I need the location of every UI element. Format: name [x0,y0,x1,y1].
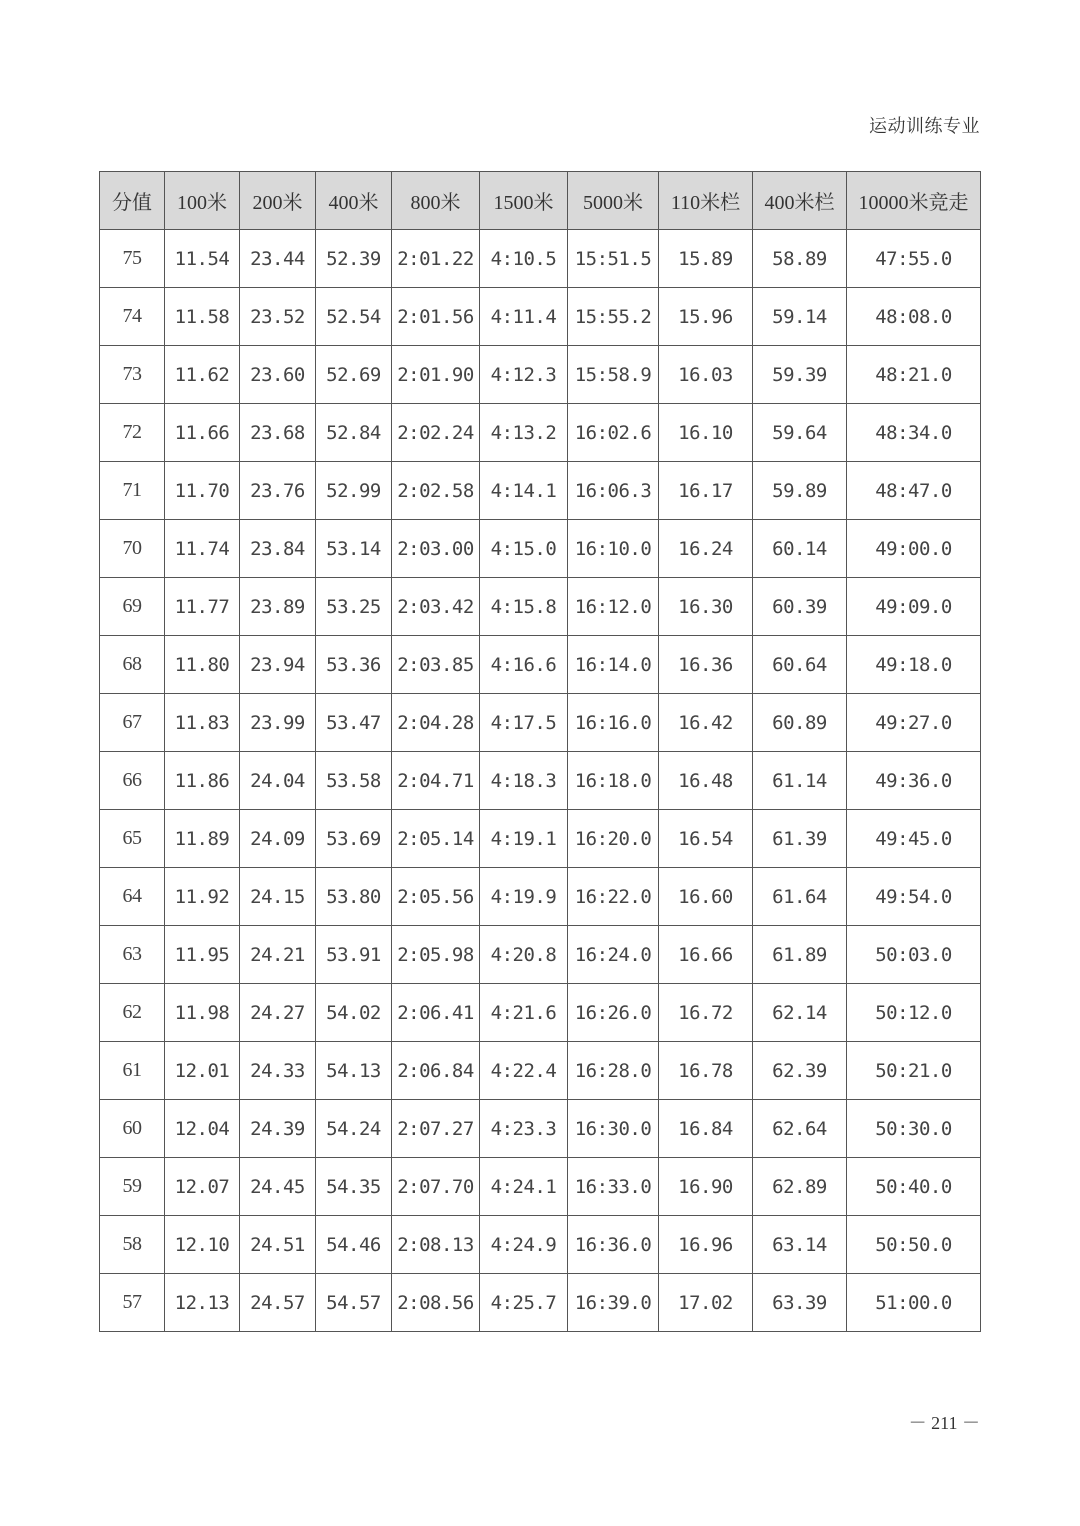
time-cell: 52.99 [316,462,392,520]
time-cell: 2:03.42 [392,578,480,636]
time-cell: 12.13 [165,1274,240,1332]
time-cell: 61.64 [753,868,847,926]
time-cell: 11.98 [165,984,240,1042]
time-cell: 23.44 [240,230,316,288]
time-cell: 53.80 [316,868,392,926]
time-cell: 16.72 [659,984,753,1042]
time-cell: 16:02.6 [568,404,659,462]
time-cell: 23.84 [240,520,316,578]
time-cell: 53.91 [316,926,392,984]
time-cell: 54.57 [316,1274,392,1332]
time-cell: 16.84 [659,1100,753,1158]
time-cell: 16.54 [659,810,753,868]
time-cell: 11.89 [165,810,240,868]
time-cell: 4:18.3 [480,752,568,810]
time-cell: 2:06.84 [392,1042,480,1100]
time-cell: 4:24.9 [480,1216,568,1274]
time-cell: 2:05.56 [392,868,480,926]
time-cell: 62.64 [753,1100,847,1158]
time-cell: 53.36 [316,636,392,694]
score-cell: 74 [100,288,165,346]
time-cell: 2:02.58 [392,462,480,520]
time-cell: 2:06.41 [392,984,480,1042]
time-cell: 4:14.1 [480,462,568,520]
score-cell: 67 [100,694,165,752]
time-cell: 2:08.13 [392,1216,480,1274]
time-cell: 2:05.14 [392,810,480,868]
time-cell: 24.45 [240,1158,316,1216]
time-cell: 52.84 [316,404,392,462]
time-cell: 16:22.0 [568,868,659,926]
time-cell: 53.58 [316,752,392,810]
time-cell: 16:28.0 [568,1042,659,1100]
score-cell: 62 [100,984,165,1042]
column-header-1500m: 1500米 [480,172,568,230]
time-cell: 4:16.6 [480,636,568,694]
time-cell: 54.46 [316,1216,392,1274]
time-cell: 2:03.85 [392,636,480,694]
time-cell: 2:04.71 [392,752,480,810]
time-cell: 62.14 [753,984,847,1042]
time-cell: 53.69 [316,810,392,868]
time-cell: 16.96 [659,1216,753,1274]
time-cell: 52.69 [316,346,392,404]
time-cell: 16:10.0 [568,520,659,578]
time-cell: 4:19.1 [480,810,568,868]
time-cell: 2:08.56 [392,1274,480,1332]
time-cell: 16.78 [659,1042,753,1100]
table-row [100,578,981,636]
time-cell: 15:55.2 [568,288,659,346]
time-cell: 60.89 [753,694,847,752]
time-cell: 4:10.5 [480,230,568,288]
time-cell: 63.39 [753,1274,847,1332]
time-cell: 11.86 [165,752,240,810]
time-cell: 15:51.5 [568,230,659,288]
time-cell: 61.89 [753,926,847,984]
table-header-row [100,172,981,230]
time-cell: 24.15 [240,868,316,926]
score-cell: 64 [100,868,165,926]
time-cell: 52.54 [316,288,392,346]
score-cell: 70 [100,520,165,578]
time-cell: 48:08.0 [847,288,981,346]
time-cell: 54.13 [316,1042,392,1100]
time-cell: 2:07.70 [392,1158,480,1216]
time-cell: 11.54 [165,230,240,288]
time-cell: 49:00.0 [847,520,981,578]
time-cell: 52.39 [316,230,392,288]
score-cell: 69 [100,578,165,636]
time-cell: 16:12.0 [568,578,659,636]
table-row [100,1100,981,1158]
table-row [100,1042,981,1100]
time-cell: 2:03.00 [392,520,480,578]
time-cell: 16.03 [659,346,753,404]
time-cell: 4:22.4 [480,1042,568,1100]
score-cell: 58 [100,1216,165,1274]
column-header-10000m-walk: 10000米竞走 [847,172,981,230]
table-body [100,230,981,1332]
time-cell: 50:50.0 [847,1216,981,1274]
time-cell: 59.89 [753,462,847,520]
time-cell: 50:03.0 [847,926,981,984]
table-row [100,1274,981,1332]
time-cell: 50:30.0 [847,1100,981,1158]
time-cell: 58.89 [753,230,847,288]
time-cell: 16:33.0 [568,1158,659,1216]
table-row [100,230,981,288]
time-cell: 24.57 [240,1274,316,1332]
time-cell: 16:24.0 [568,926,659,984]
time-cell: 54.35 [316,1158,392,1216]
time-cell: 4:23.3 [480,1100,568,1158]
time-cell: 49:45.0 [847,810,981,868]
time-cell: 4:12.3 [480,346,568,404]
time-cell: 4:15.0 [480,520,568,578]
time-cell: 2:01.90 [392,346,480,404]
time-cell: 16.48 [659,752,753,810]
table-row [100,404,981,462]
time-cell: 16:20.0 [568,810,659,868]
score-cell: 73 [100,346,165,404]
page-number: － 211 － [908,1413,980,1433]
column-header-800m: 800米 [392,172,480,230]
time-cell: 50:12.0 [847,984,981,1042]
time-cell: 16.90 [659,1158,753,1216]
time-cell: 23.94 [240,636,316,694]
time-cell: 4:11.4 [480,288,568,346]
time-cell: 15:58.9 [568,346,659,404]
table-row [100,1158,981,1216]
time-cell: 11.95 [165,926,240,984]
time-cell: 49:18.0 [847,636,981,694]
table-row [100,810,981,868]
time-cell: 53.47 [316,694,392,752]
time-cell: 12.01 [165,1042,240,1100]
score-table [99,171,981,1332]
time-cell: 47:55.0 [847,230,981,288]
time-cell: 16:14.0 [568,636,659,694]
time-cell: 2:07.27 [392,1100,480,1158]
time-cell: 16.24 [659,520,753,578]
time-cell: 48:21.0 [847,346,981,404]
time-cell: 15.96 [659,288,753,346]
time-cell: 23.99 [240,694,316,752]
table-row [100,288,981,346]
time-cell: 49:09.0 [847,578,981,636]
time-cell: 4:15.8 [480,578,568,636]
time-cell: 23.76 [240,462,316,520]
time-cell: 49:27.0 [847,694,981,752]
time-cell: 16.10 [659,404,753,462]
time-cell: 24.33 [240,1042,316,1100]
time-cell: 16.30 [659,578,753,636]
time-cell: 4:20.8 [480,926,568,984]
score-cell: 72 [100,404,165,462]
time-cell: 16.36 [659,636,753,694]
column-header-200m: 200米 [240,172,316,230]
time-cell: 2:04.28 [392,694,480,752]
time-cell: 59.64 [753,404,847,462]
score-cell: 68 [100,636,165,694]
table-row [100,1216,981,1274]
table-row [100,752,981,810]
column-header-110m-hurdles: 110米栏 [659,172,753,230]
time-cell: 11.92 [165,868,240,926]
column-header-100m: 100米 [165,172,240,230]
time-cell: 11.74 [165,520,240,578]
time-cell: 23.52 [240,288,316,346]
time-cell: 62.39 [753,1042,847,1100]
table-row [100,694,981,752]
time-cell: 60.14 [753,520,847,578]
table-row [100,462,981,520]
time-cell: 11.62 [165,346,240,404]
time-cell: 24.09 [240,810,316,868]
time-cell: 11.77 [165,578,240,636]
time-cell: 16:26.0 [568,984,659,1042]
time-cell: 50:21.0 [847,1042,981,1100]
time-cell: 48:34.0 [847,404,981,462]
time-cell: 16.17 [659,462,753,520]
table-row [100,868,981,926]
time-cell: 16.66 [659,926,753,984]
time-cell: 16:06.3 [568,462,659,520]
time-cell: 17.02 [659,1274,753,1332]
time-cell: 16:18.0 [568,752,659,810]
score-cell: 71 [100,462,165,520]
score-cell: 57 [100,1274,165,1332]
time-cell: 62.89 [753,1158,847,1216]
time-cell: 15.89 [659,230,753,288]
time-cell: 2:01.22 [392,230,480,288]
time-cell: 49:54.0 [847,868,981,926]
time-cell: 24.27 [240,984,316,1042]
table-row [100,346,981,404]
table-row [100,520,981,578]
time-cell: 50:40.0 [847,1158,981,1216]
time-cell: 2:01.56 [392,288,480,346]
time-cell: 61.39 [753,810,847,868]
time-cell: 16:16.0 [568,694,659,752]
time-cell: 24.21 [240,926,316,984]
table-row [100,984,981,1042]
time-cell: 11.80 [165,636,240,694]
time-cell: 16.60 [659,868,753,926]
score-cell: 75 [100,230,165,288]
column-header-400m-hurdles: 400米栏 [753,172,847,230]
time-cell: 24.04 [240,752,316,810]
time-cell: 2:05.98 [392,926,480,984]
time-cell: 24.51 [240,1216,316,1274]
time-cell: 16:39.0 [568,1274,659,1332]
score-cell: 65 [100,810,165,868]
time-cell: 59.14 [753,288,847,346]
time-cell: 63.14 [753,1216,847,1274]
score-cell: 61 [100,1042,165,1100]
time-cell: 49:36.0 [847,752,981,810]
time-cell: 11.66 [165,404,240,462]
time-cell: 48:47.0 [847,462,981,520]
time-cell: 59.39 [753,346,847,404]
running-header: 运动训练专业 [869,116,980,137]
table-row [100,926,981,984]
score-cell: 63 [100,926,165,984]
time-cell: 16:30.0 [568,1100,659,1158]
time-cell: 4:13.2 [480,404,568,462]
time-cell: 11.70 [165,462,240,520]
table-row [100,636,981,694]
time-cell: 11.83 [165,694,240,752]
time-cell: 4:25.7 [480,1274,568,1332]
time-cell: 24.39 [240,1100,316,1158]
time-cell: 2:02.24 [392,404,480,462]
score-cell: 59 [100,1158,165,1216]
time-cell: 60.39 [753,578,847,636]
column-header-score: 分值 [100,172,165,230]
column-header-5000m: 5000米 [568,172,659,230]
time-cell: 12.10 [165,1216,240,1274]
time-cell: 60.64 [753,636,847,694]
score-cell: 60 [100,1100,165,1158]
time-cell: 23.60 [240,346,316,404]
time-cell: 4:19.9 [480,868,568,926]
time-cell: 53.14 [316,520,392,578]
column-header-400m: 400米 [316,172,392,230]
time-cell: 23.68 [240,404,316,462]
time-cell: 4:21.6 [480,984,568,1042]
time-cell: 4:17.5 [480,694,568,752]
time-cell: 11.58 [165,288,240,346]
score-cell: 66 [100,752,165,810]
time-cell: 4:24.1 [480,1158,568,1216]
time-cell: 23.89 [240,578,316,636]
time-cell: 54.02 [316,984,392,1042]
time-cell: 12.07 [165,1158,240,1216]
time-cell: 16:36.0 [568,1216,659,1274]
time-cell: 51:00.0 [847,1274,981,1332]
time-cell: 53.25 [316,578,392,636]
time-cell: 12.04 [165,1100,240,1158]
time-cell: 16.42 [659,694,753,752]
time-cell: 61.14 [753,752,847,810]
time-cell: 54.24 [316,1100,392,1158]
